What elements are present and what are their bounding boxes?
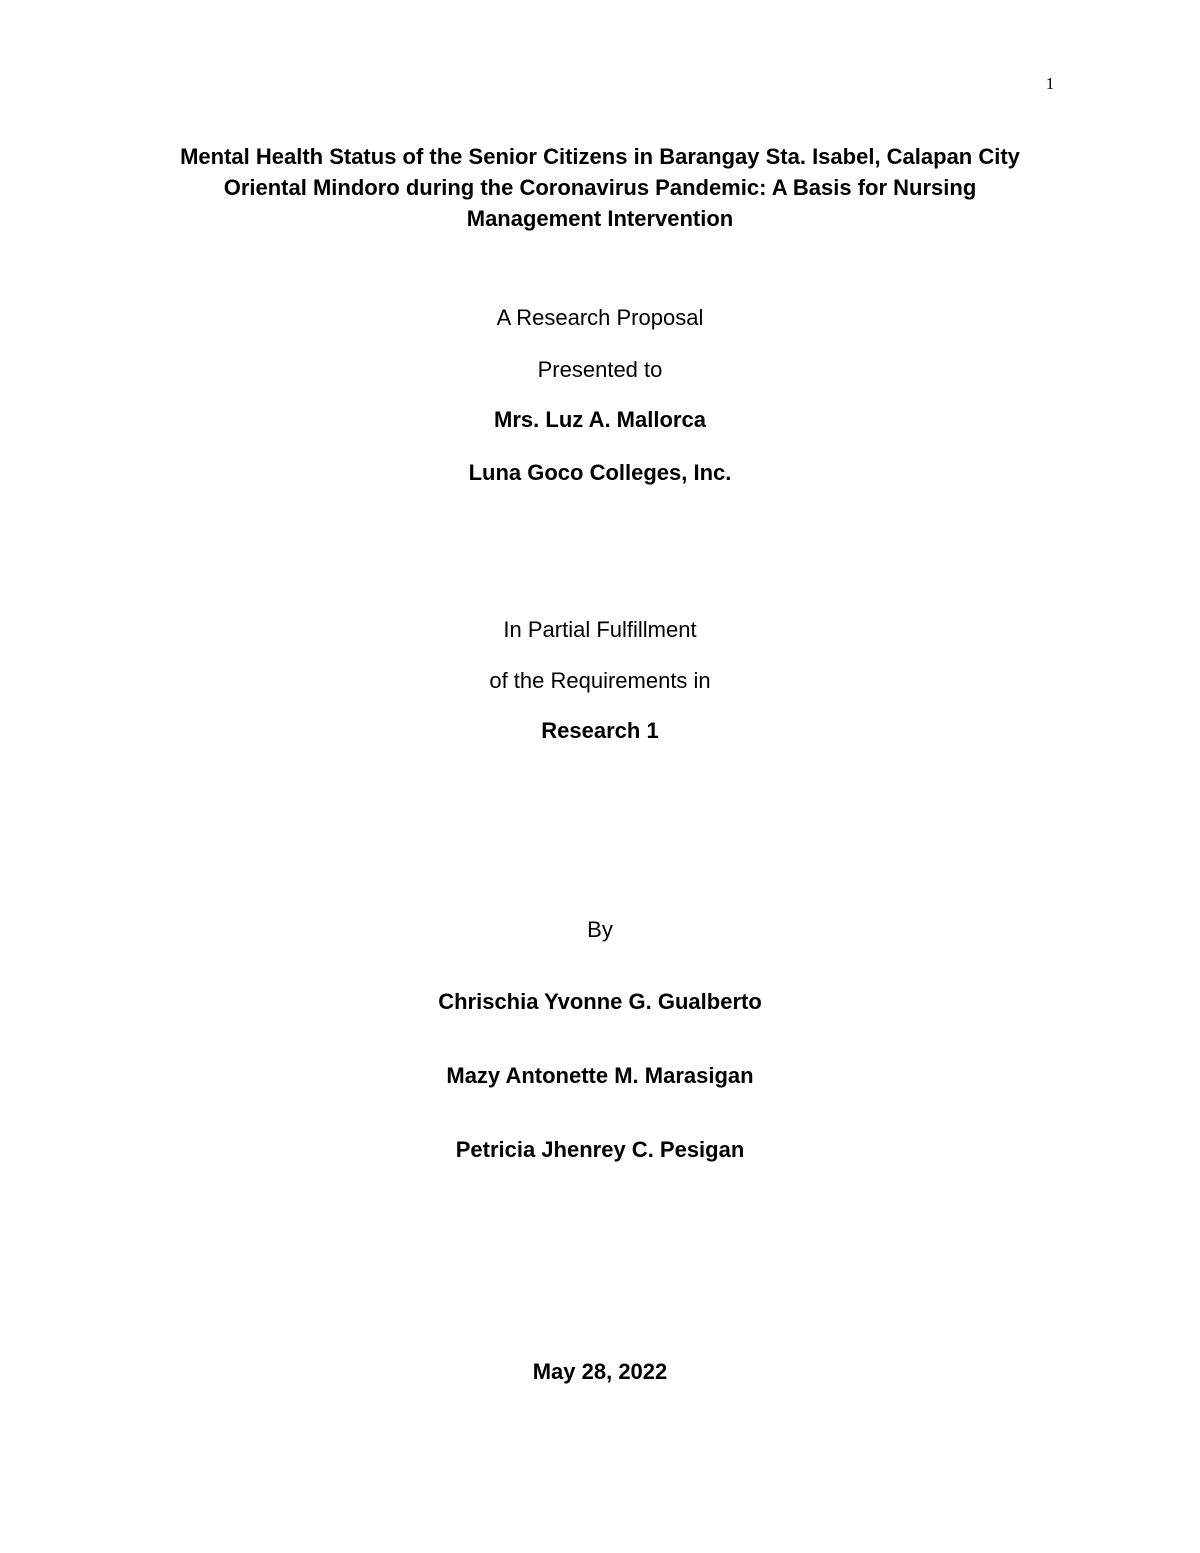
title-line-3: Management Intervention: [466, 206, 734, 231]
author-name: Mazy Antonette M. Marasigan: [446, 1063, 754, 1088]
course-name: Research 1: [541, 718, 659, 743]
presented-to-label: Presented to: [537, 357, 663, 382]
institution-name: Luna Goco Colleges, Inc.: [468, 460, 732, 485]
title-line-2: Oriental Mindoro during the Coronavirus Pandemic: A Basis for Nursing: [223, 175, 977, 200]
document-date: May 28, 2022: [532, 1359, 668, 1384]
title-line-1: Mental Health Status of the Senior Citizens in Barangay Sta. Isabel, Calapan City: [180, 144, 1020, 169]
page-number: 1: [1045, 74, 1055, 93]
fulfillment-line-2: of the Requirements in: [489, 668, 711, 693]
author-name: Petricia Jhenrey C. Pesigan: [455, 1137, 745, 1162]
by-label: By: [587, 917, 613, 942]
document-title: [100, 141, 1100, 234]
document-type: A Research Proposal: [496, 305, 704, 330]
author-name: Chrischia Yvonne G. Gualberto: [438, 989, 762, 1014]
adviser-name: Mrs. Luz A. Mallorca: [494, 407, 706, 432]
fulfillment-line-1: In Partial Fulfillment: [503, 617, 697, 642]
